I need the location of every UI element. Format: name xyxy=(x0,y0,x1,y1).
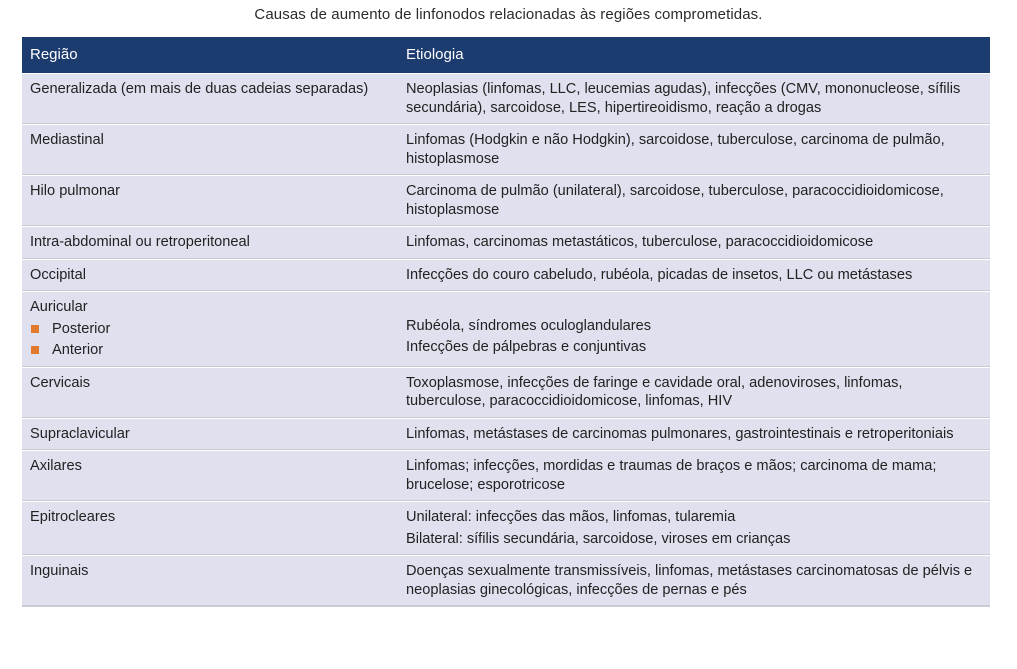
region-cell: Occipital xyxy=(30,266,86,283)
table-row xyxy=(22,226,990,259)
etiology-line: Bilateral: sífilis secundária, sarcoidose, viroses em crianças xyxy=(406,530,791,547)
region-cell: Supraclavicular xyxy=(30,425,130,442)
etiology-cell: Neoplasias (linfomas, LLC, leucemias agudas), infecções (CMV, mononucleose, sífilis secundária), sarcoidose, LES, hipertireoidismo, reação a drogas xyxy=(406,81,961,116)
table-row xyxy=(22,450,990,501)
region-label: Auricular xyxy=(30,299,88,315)
region-cell: Cervicais xyxy=(30,374,91,391)
sub-region-anterior xyxy=(30,341,390,360)
etiology-cell: Linfomas, metástases de carcinomas pulmonares, gastrointestinais e retroperitoniais xyxy=(406,425,954,442)
etiology-line: Rubéola, síndromes oculoglandulares xyxy=(406,317,652,334)
sub-region-label: Anterior xyxy=(52,342,104,358)
region-cell: Intra-abdominal ou retroperitoneal xyxy=(30,234,250,250)
table-header-row xyxy=(22,37,990,73)
sub-region-label: Posterior xyxy=(52,320,111,337)
table-row xyxy=(22,124,990,175)
etiology-cell: Infecções do couro cabeludo, rubéola, picadas de insetos, LLC ou metástases xyxy=(406,266,913,283)
table-row xyxy=(22,555,990,606)
etiology-line: Infecções de pálpebras e conjuntivas xyxy=(406,339,647,355)
header-etiology: Etiologia xyxy=(406,45,464,63)
lymph-node-table xyxy=(22,37,990,607)
etiology-cell: Linfomas, carcinomas metastáticos, tuberculose, paracoccidioidomicose xyxy=(406,234,874,250)
region-cell: Hilo pulmonar xyxy=(30,183,121,199)
etiology-cell: Doenças sexualmente transmissíveis, linfomas, metástases carcinomatosas de pélvis e neoplasias ginecológicas, infecções de pernas e pés xyxy=(406,563,973,598)
table-row-auricular xyxy=(22,291,990,367)
etiology-cell xyxy=(398,292,990,366)
etiology-line: Unilateral: infecções das mãos, linfomas, tularemia xyxy=(406,509,736,525)
table-caption: Causas de aumento de linfonodos relacionadas às regiões comprometidas. xyxy=(254,6,763,23)
region-cell: Mediastinal xyxy=(30,132,104,148)
region-cell: Epitrocleares xyxy=(30,509,116,525)
etiology-cell xyxy=(398,502,990,554)
region-cell: Generalizada (em mais de duas cadeias separadas) xyxy=(30,81,369,97)
etiology-cell: Carcinoma de pulmão (unilateral), sarcoidose, tuberculose, paracoccidioidomicose, histoplasmose xyxy=(406,183,944,218)
region-cell: Axilares xyxy=(30,458,82,474)
table-row xyxy=(22,259,990,292)
region-cell: Inguinais xyxy=(30,563,89,579)
etiology-cell: Linfomas; infecções, mordidas e traumas de braços e mãos; carcinoma de mama; brucelose; esporotricose xyxy=(406,458,937,493)
table-row xyxy=(22,73,990,124)
table-row xyxy=(22,175,990,226)
table-row xyxy=(22,367,990,418)
header-region: Região xyxy=(30,45,78,63)
square-bullet-icon xyxy=(31,325,39,333)
etiology-cell: Toxoplasmose, infecções de faringe e cavidade oral, adenoviroses, linfomas, tuberculose, paracoccidioidomicose, linfomas, HIV xyxy=(406,374,903,409)
square-bullet-icon xyxy=(31,346,39,354)
sub-region-posterior xyxy=(30,320,390,339)
etiology-cell: Linfomas (Hodgkin e não Hodgkin), sarcoidose, tuberculose, carcinoma de pulmão, histoplasmose xyxy=(406,132,945,167)
table-row xyxy=(22,501,990,555)
region-cell xyxy=(22,292,398,366)
table-row xyxy=(22,418,990,451)
